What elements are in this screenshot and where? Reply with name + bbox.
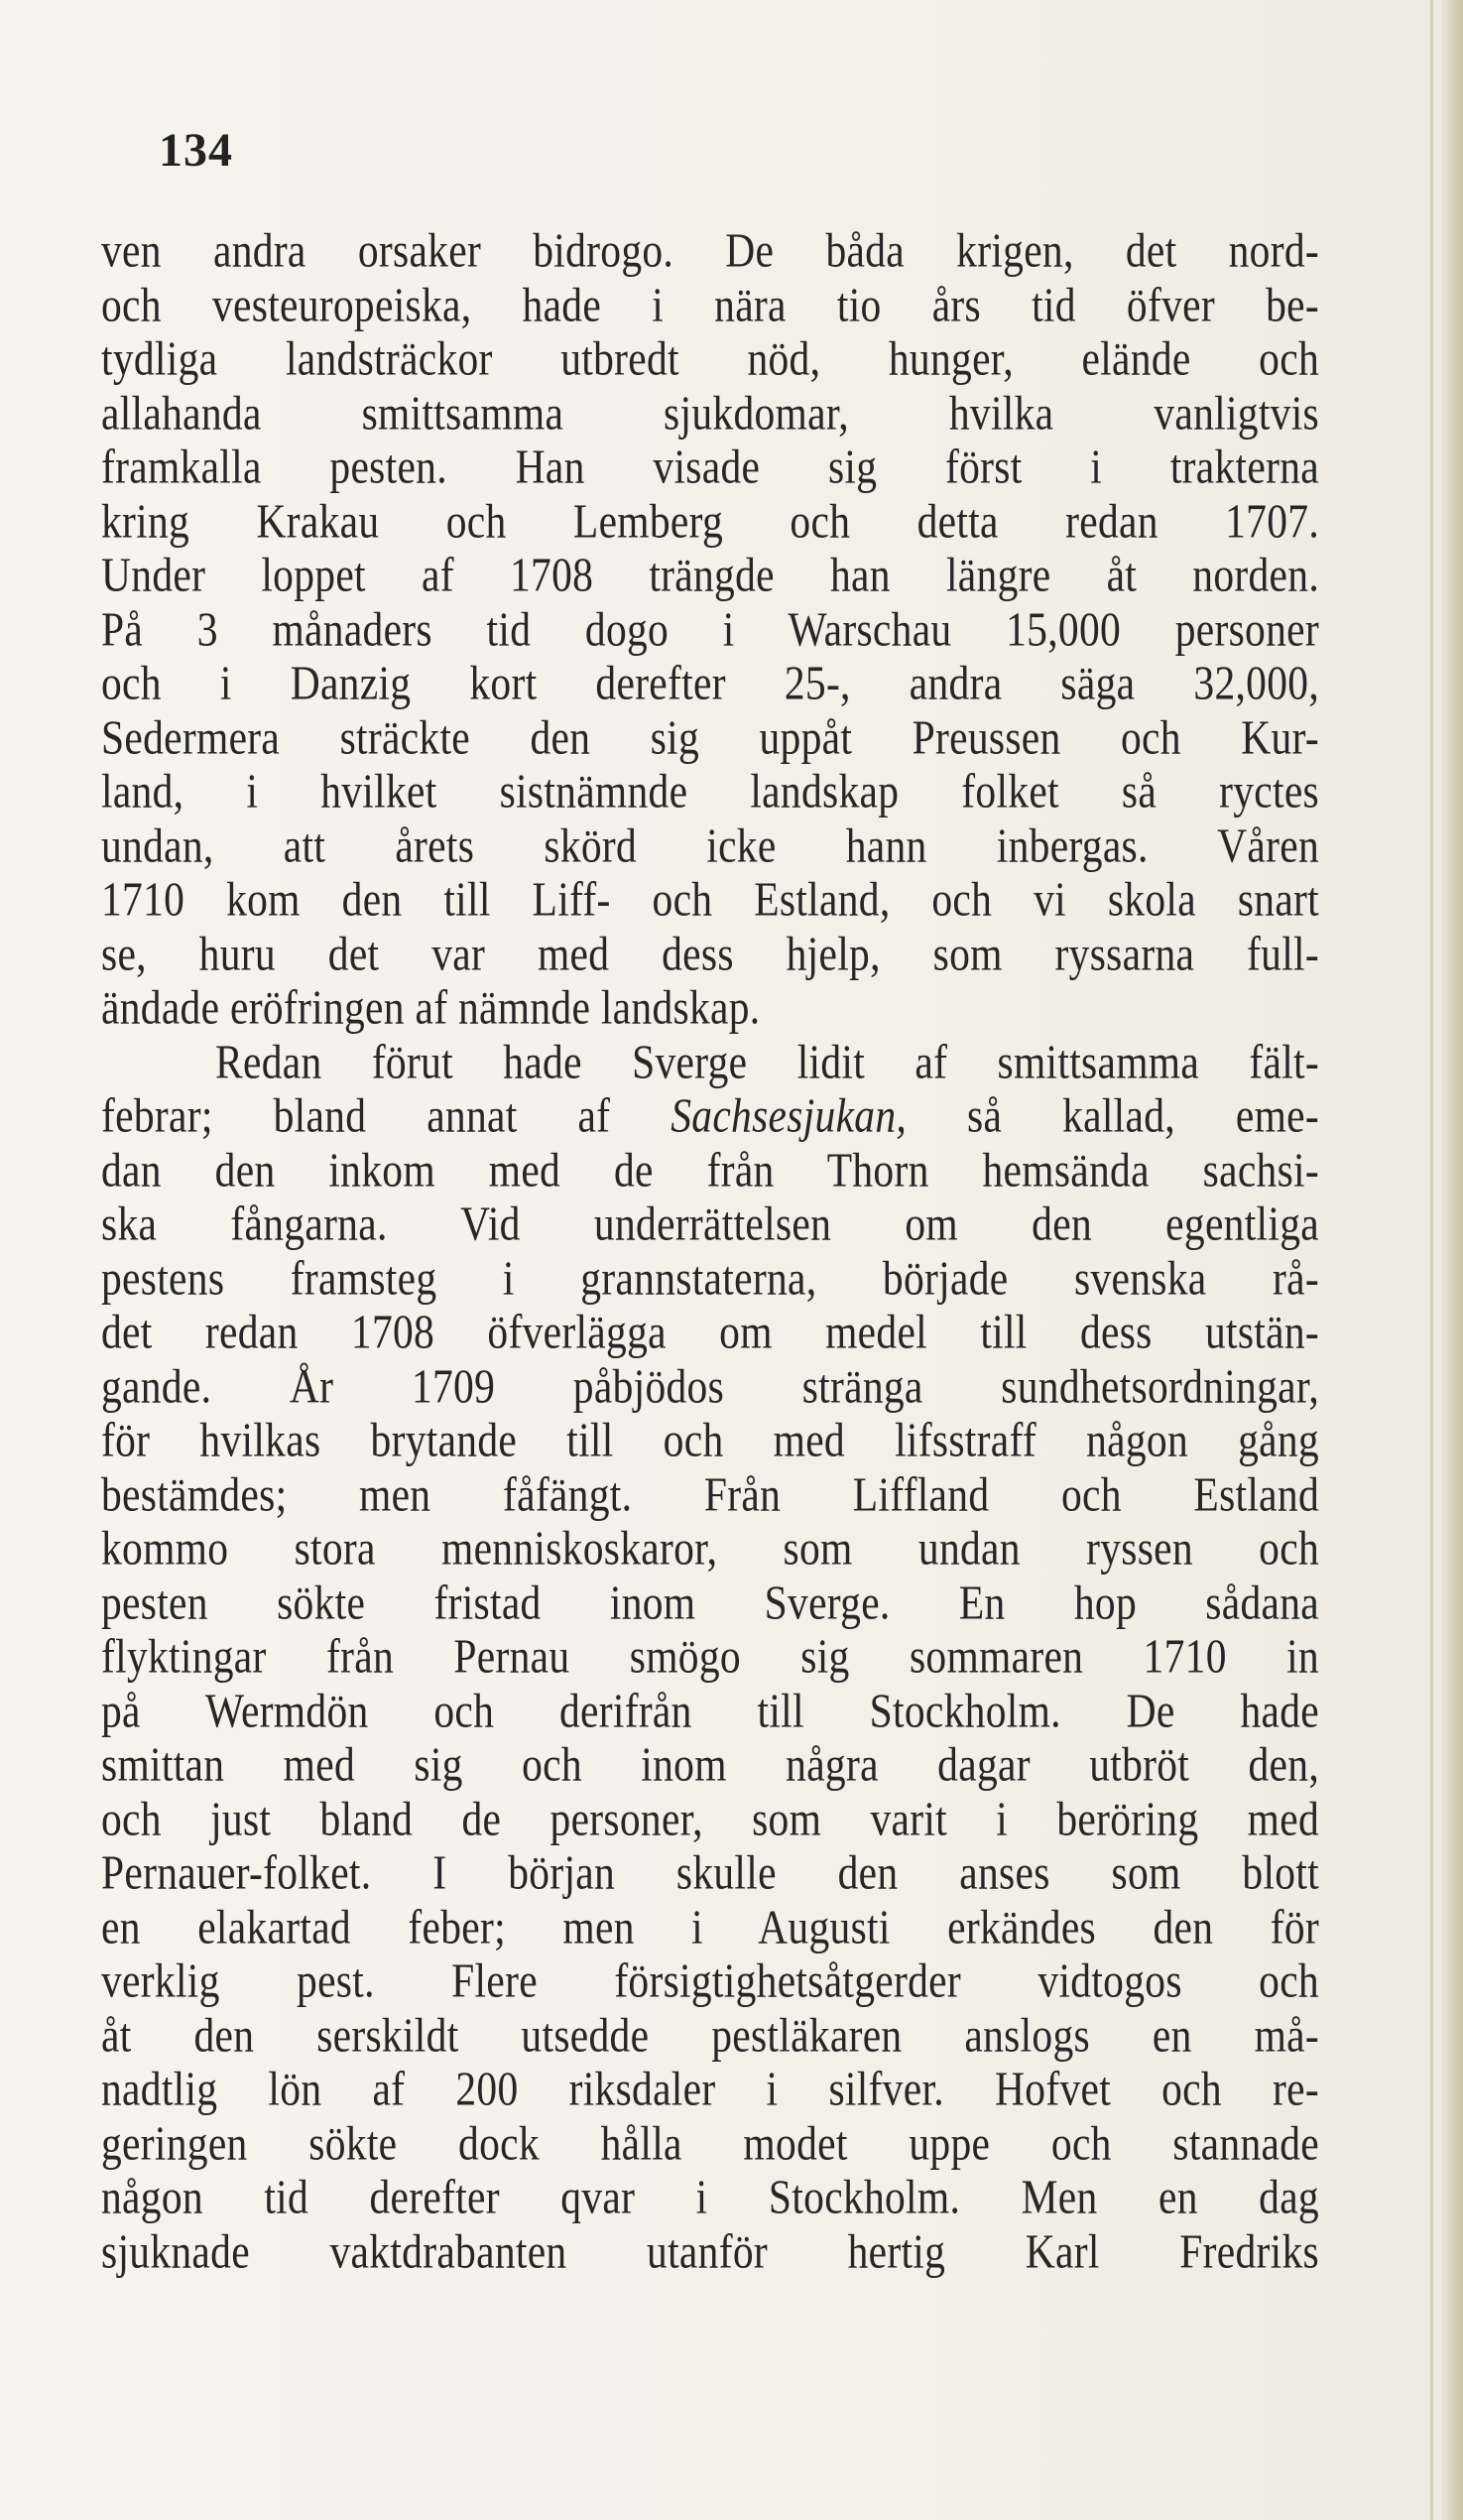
text-line: dan den inkom med de från Thorn hemsända sachsi- [101,1142,1319,1197]
text-span: så kallad, eme- [907,1087,1319,1142]
text-line: 1710 kom den till Liff- och Estland, och vi skola snart [101,871,1319,926]
text-line: kommo stora menniskoskaror, som undan ryssen och [101,1520,1319,1575]
text-line: gande. År 1709 påbjödos stränga sundhetsordningar, [101,1358,1319,1413]
text-line: undan, att årets skörd icke hann inbergas. Våren [101,818,1319,872]
text-line: för hvilkas brytande till och med lifsstraff någon gång [101,1412,1319,1466]
page-gutter-line [1430,0,1433,2520]
text-line: det redan 1708 öfverlägga om medel till dess utstän- [101,1304,1319,1358]
text-line: pestens framsteg i grannstaterna, började svenska rå- [101,1250,1319,1305]
text-line: geringen sökte dock hålla modet uppe och stannade [101,2115,1319,2170]
text-line: någon tid derefter qvar i Stockholm. Men en dag [101,2169,1319,2223]
text-line: Pernauer-folket. I början skulle den anses som blott [101,1844,1319,1899]
text-line: flyktingar från Pernau smögo sig sommaren 1710 in [101,1628,1319,1683]
body-text [101,218,1319,2278]
text-line: Redan förut hade Sverge lidit af smittsamma fält- [215,1034,1319,1088]
text-line: se, huru det var med dess hjelp, som ryssarna full- [101,926,1319,980]
text-line: land, i hvilket sistnämnde landskap folket så ryctes [101,763,1319,818]
text-line: på Wermdön och derifrån till Stockholm. De hade [101,1683,1319,1737]
italic-term: Sachsesjukan, [671,1087,908,1142]
text-line: ändade eröfringen af nämnde landskap. [101,979,761,1034]
text-line: tydliga landsträckor utbredt nöd, hunger, elände och [101,330,1319,385]
text-line: verklig pest. Flere försigtighetsåtgerder vidtogos och [101,1953,1319,2007]
text-line: och i Danzig kort derefter 25-, andra säga 32,000, [101,655,1319,709]
text-line: nadtlig lön af 200 riksdaler i silfver. Hofvet och re- [101,2061,1319,2115]
text-line: smittan med sig och inom några dagar utbröt den, [101,1736,1319,1791]
text-span: febrar; bland annat af [101,1087,671,1142]
text-line: framkalla pesten. Han visade sig först i trakterna [101,439,1319,493]
page-edge [1441,0,1463,2520]
text-line: kring Krakau och Lemberg och detta redan 1707. [101,493,1319,548]
page-number: 134 [159,124,233,177]
text-line: bestämdes; men fåfängt. Från Liffland och Estland [101,1466,1319,1521]
text-line: Under loppet af 1708 trängde han längre åt norden. [101,547,1319,601]
text-line: Sedermera sträckte den sig uppåt Preussen och Kur- [101,709,1319,764]
text-line: och vesteuropeiska, hade i nära tio års tid öfver be- [101,277,1319,331]
text-line: pesten sökte fristad inom Sverge. En hop sådana [101,1575,1319,1629]
text-line: sjuknade vaktdrabanten utanför hertig Karl Fredriks [101,2223,1319,2278]
text-line: På 3 månaders tid dogo i Warschau 15,000 personer [101,601,1319,656]
text-line: ska fångarna. Vid underrättelsen om den egentliga [101,1196,1319,1250]
text-line: ven andra orsaker bidrogo. De båda krigen, det nord- [101,222,1319,277]
text-line: en elakartad feber; men i Augusti erkändes den för [101,1899,1319,1953]
text-line: och just bland de personer, som varit i beröring med [101,1791,1319,1845]
text-line: allahanda smittsamma sjukdomar, hvilka vanligtvis [101,385,1319,440]
text-line: åt den serskildt utsedde pestläkaren anslogs en må- [101,2007,1319,2062]
